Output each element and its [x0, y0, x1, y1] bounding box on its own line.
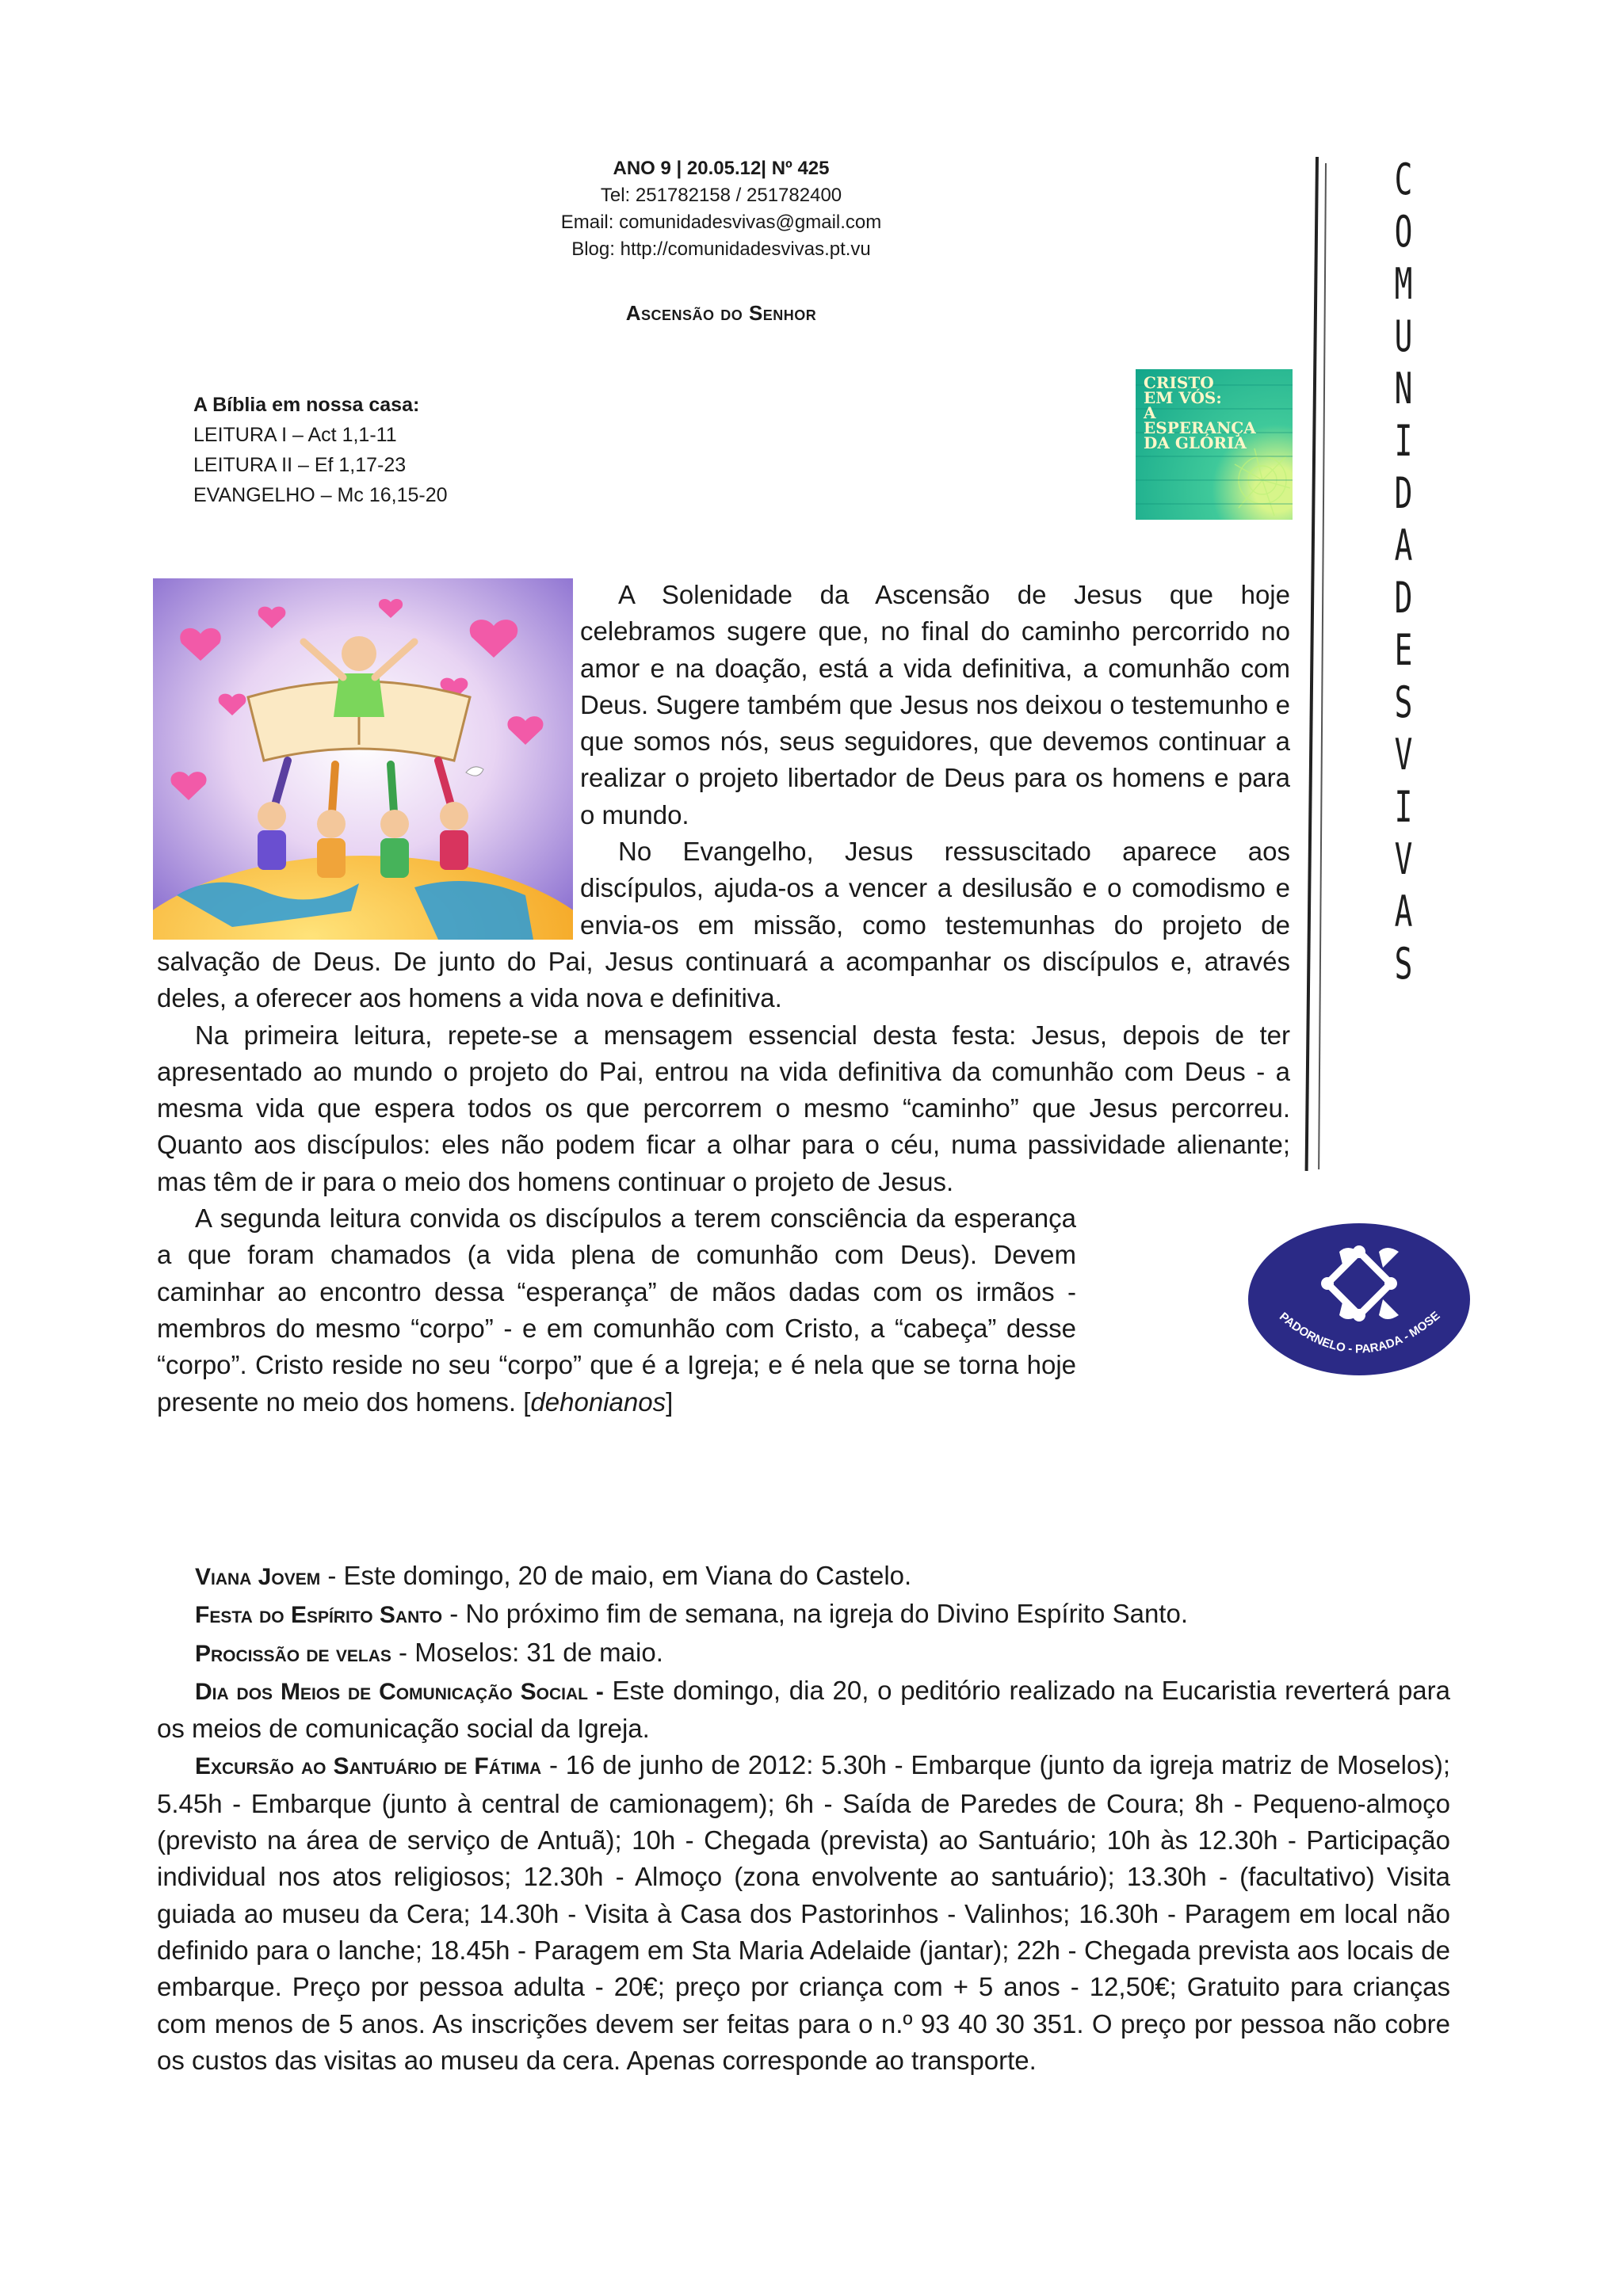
- community-logo: [1244, 1220, 1474, 1379]
- vertical-masthead: C O M U N I D A D E S V I V A S: [1394, 154, 1413, 989]
- reading-item: EVANGELHO – Mc 16,15-20: [193, 484, 448, 506]
- image-spacer: [157, 577, 580, 941]
- phone-line: Tel: 251782158 / 251782400: [600, 185, 842, 206]
- readings-heading: A Bíblia em nossa casa:: [193, 394, 420, 416]
- article-body: [157, 577, 1290, 1421]
- article-paragraph: No Evangelho, Jesus ressuscitado aparece aos discípulos, ajuda-os a vencer a desilusão e o comodismo e envia-os em missão, como testemunhas do projeto de salvação de Deus. De junto do Pai, Jesus continuará a acompanhar os discípulos e, através deles, a oferecer aos homens a vida nova e definitiva.: [157, 837, 1290, 1013]
- logo-text: PADORNELO - PARADA - MOSE: [1277, 1309, 1443, 1356]
- reading-item: LEITURA II – Ef 1,17-23: [193, 454, 407, 476]
- notice-item: Festa do Espírito Santo - No próximo fim de semana, na igreja do Divino Espírito Santo.: [195, 1599, 1188, 1629]
- notice-item: Dia dos Meios de Comunicação Social - Este domingo, dia 20, o peditório realizado na Eucaristia reverterá para os meios de comunicação social da Igreja.: [157, 1675, 1450, 1744]
- article-paragraph: Na primeira leitura, repete-se a mensagem essencial desta festa: Jesus, depois de ter apresentado ao mundo o projeto do Pai, entrou na vida definitiva da comunhão com Deus - a mesma vida que espera todos os que percorrem o mesmo “caminho” que Jesus percorreu. Quanto aos discípulos: eles não podem ficar a olhar para o céu, numa passividade alienante; mas têm de ir para o meio dos homens continuar o projeto de Jesus.: [157, 1020, 1290, 1196]
- notice-item: Excursão ao Santuário de Fátima - 16 de junho de 2012: 5.30h - Embarque (junto da igreja matriz de Moselos); 5.45h - Embarque (junto à central de camionagem); 6h - Saída de Paredes de Coura; 8h - Pequeno-almoço (previsto na área de serviço de Antuã); 10h - Chegada (prevista) ao Santuário; 10h às 12.30h - Participação individual nos atos religiosos; 12.30h - Almoço (zona envolvente ao santuário); 13.30h - (facultativo) Visita guiada ao museu da Cera; 14.30h - Visita à Casa dos Pastorinhos - Valinhos; 16.30h - Paragem em local não definido para o lanche; 18.45h - Paragem em Sta Maria Adelaide (jantar); 22h - Chegada prevista aos locais de embarque. Preço por pessoa adulta - 20€; preço por criança com + 5 anos - 12,50€; Gratuito para crianças com menos de 5 anos. As inscrições devem ser feitas para o n.º 93 40 30 351. O preço por pessoa não cobre os custos das visitas ao museu da cera. Apenas corresponde ao transporte.: [157, 1750, 1450, 2075]
- reading-item: LEITURA I – Act 1,1-11: [193, 424, 397, 446]
- source-credit: dehonianos: [530, 1386, 666, 1417]
- article-paragraph: A Solenidade da Ascensão de Jesus que hoje celebramos sugere que, no final do caminho percorrido no amor e na doação, está a vida definitiva, a comunhão com Deus. Sugere também que Jesus nos deixou o testemunho e que somos nós, seus seguidores, que devemos continuar a realizar o projeto libertador de Deus para os homens e para o mundo.: [580, 580, 1290, 830]
- masthead-rule: [1305, 157, 1319, 1171]
- notice-title: Dia dos Meios de Comunicação Social -: [195, 1678, 604, 1705]
- bulletin-header: [444, 155, 999, 263]
- notice-title: Excursão ao Santuário de Fátima: [195, 1753, 542, 1780]
- readings-block: [193, 390, 669, 510]
- notice-title: Viana Jovem: [195, 1564, 321, 1590]
- issue-line: ANO 9 | 20.05.12| Nº 425: [613, 158, 830, 179]
- poster-text: CRISTO EM VÓS: A ESPERANÇA DA GLÓRIA: [1144, 373, 1256, 452]
- notices-section: [157, 1558, 1450, 2079]
- email-line: Email: comunidadesvivas@gmail.com: [560, 212, 882, 233]
- hope-poster-image: [1136, 369, 1293, 520]
- masthead-rule: [1318, 163, 1327, 1169]
- blog-line: Blog: http://comunidadesvivas.pt.vu: [571, 238, 871, 260]
- notice-title: Procissão de velas: [195, 1640, 391, 1667]
- notice-item: Procissão de velas - Moselos: 31 de maio.: [195, 1637, 663, 1667]
- article-paragraph: A segunda leitura convida os discípulos a terem consciência da esperança a que foram chamados (a vida plena de comunhão com Deus). Devem caminhar ao encontro dessa “esperança” de mãos dadas com os irmãos - membros do mesmo “corpo” - e em comunhão com Cristo, a “cabeça” desse “corpo”. Cristo reside no seu “corpo” que é a Igreja; e é nela que se torna hoje presente no meio dos homens. [dehonianos]: [157, 1203, 1076, 1417]
- notice-item: Viana Jovem - Este domingo, 20 de maio, em Viana do Castelo.: [195, 1561, 912, 1590]
- page-title: Ascensão do Senhor: [625, 301, 817, 325]
- notice-title: Festa do Espírito Santo: [195, 1602, 443, 1629]
